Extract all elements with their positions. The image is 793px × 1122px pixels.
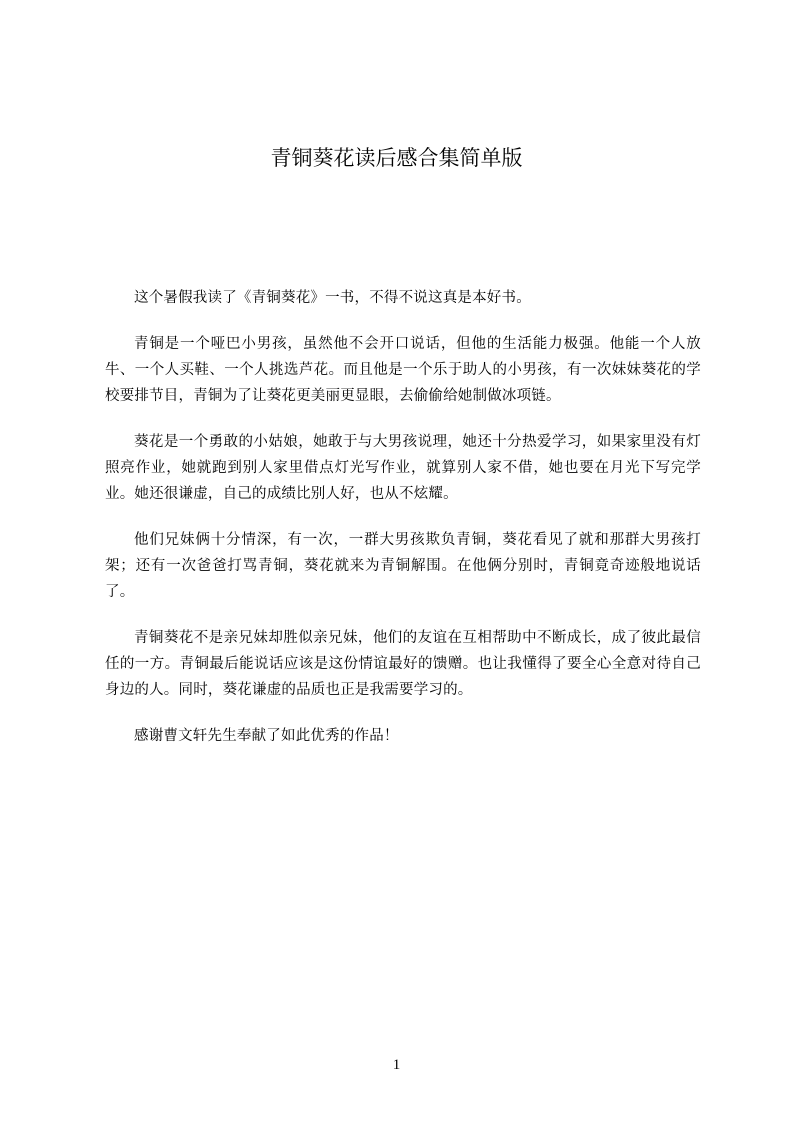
document-title: 青铜葵花读后感合集简单版 [270,146,523,170]
page-number: 1 [392,1057,401,1073]
paragraph-siblings: 他们兄妹俩十分情深，有一次，一群大男孩欺负青铜，葵花看见了就和那群大男孩打架；还有一次爸爸打骂青铜，葵花就来为青铜解围。在他俩分别时，青铜竟奇迹般地说话了。 [105,532,701,600]
paragraph-kuihua: 葵花是一个勇敢的小姑娘，她敢于与大男孩说理，她还十分热爱学习，如果家里没有灯照亮作业，她就跑到别人家里借点灯光写作业，就算别人家不借，她也要在月光下写完学业。她还很谦虚，自己的成绩比别人好，也从不炫耀。 [105,434,701,502]
paragraph-thanks: 感谢曹文轩先生奉献了如此优秀的作品！ [134,728,399,744]
document-body [105,285,701,769]
paragraph-qingtong: 青铜是一个哑巴小男孩，虽然他不会开口说话，但他的生活能力极强。他能一个人放牛、一个人买鞋、一个人挑选芦花。而且他是一个乐于助人的小男孩，有一次妹妹葵花的学校要排节目，青铜为了让葵花更美丽更显眼，去偷偷给她制做冰项链。 [105,336,701,404]
paragraph-intro: 这个暑假我读了《青铜葵花》一书，不得不说这真是本好书。 [134,290,531,306]
paragraph-reflection: 青铜葵花不是亲兄妹却胜似亲兄妹，他们的友谊在互相帮助中不断成长，成了彼此最信任的一方。青铜最后能说话应该是这份情谊最好的馈赠。也让我懂得了要全心全意对待自己身边的人。同时，葵花谦虚的品质也正是我需要学习的。 [105,630,701,698]
